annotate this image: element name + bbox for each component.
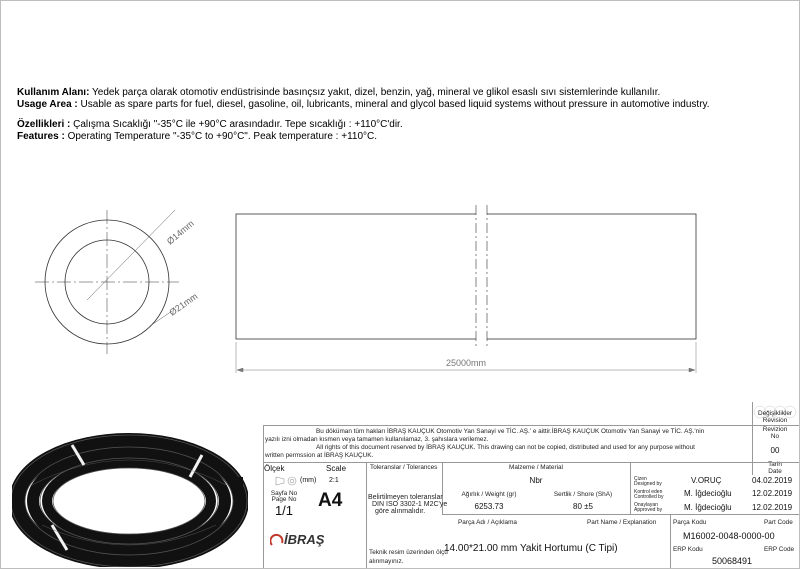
tolerance-text-3: göre alınmalıdır.	[375, 508, 426, 515]
revision-header-tr: Değişiklikler	[757, 410, 793, 417]
erp-label-tr: ERP Kodu	[673, 546, 703, 553]
inner-diameter-leader	[87, 210, 175, 300]
material-value: Nbr	[529, 476, 543, 485]
partname-top-line	[442, 514, 799, 515]
revision-no-value: 00	[770, 446, 780, 455]
usage-tr-line: Kullanım Alanı: Yedek parça olarak otomotiv endüstrisinde basınçsız yakıt, dizel, benzin, yağ, mineral ve glikol esaslı sıvı sistemlerinde kullanılır.	[17, 87, 661, 98]
length-label: 25000mm	[445, 358, 487, 368]
tolerance-label: Toleranslar / Tolerances	[370, 464, 438, 471]
part-name-label-tr: Parça Adı / Açıklama	[458, 519, 517, 526]
title-block-top-line	[263, 425, 799, 426]
erp-value: 50068491	[712, 556, 753, 566]
hose-side-view	[236, 205, 696, 347]
drawn-date: 04.02.2019	[752, 476, 793, 485]
page-label-tr: Sayfa No	[270, 490, 298, 497]
part-name-value: 14.00*21.00 mm Yakit Hortumu (C Tipi)	[444, 543, 618, 554]
erp-label-en: ERP Code	[764, 546, 795, 553]
part-code-value: M16002-0048-0000-00	[683, 531, 775, 541]
hardness-label: Sertlik / Shore (ShA)	[553, 491, 613, 498]
tolerance-left-line	[366, 462, 367, 568]
weight-label: Ağırlık / Weight (gr)	[461, 491, 517, 498]
approved-label-en: Approved by	[634, 507, 663, 513]
revision-block	[752, 402, 798, 475]
features-en-line: Features : Operating Temperature "-35°C to +90°C". Peak temperature : +110°C.	[17, 131, 378, 142]
revision-left-line	[752, 402, 753, 475]
hardness-value: 80 ±5	[573, 502, 593, 511]
signature-left-line	[630, 462, 631, 514]
hose-coil-photo	[12, 425, 248, 567]
logo-mark-icon	[270, 533, 284, 547]
drawn-name: V.ORUÇ	[691, 476, 722, 485]
drawn-label-tr: Çizen	[634, 476, 647, 482]
scale-value: 2:1	[329, 477, 339, 484]
revision-date-label-en: Date	[768, 468, 782, 475]
logo-text: İBRAŞ	[284, 532, 325, 547]
part-code-label-tr: Parça Kodu	[673, 519, 707, 526]
scale-label: Scale	[326, 464, 347, 473]
part-code-label-en: Part Code	[764, 519, 793, 526]
inner-diameter-label: Ø14mm	[164, 218, 196, 247]
approved-label-tr: Onaylayan	[634, 502, 658, 508]
revision-header-en: Revision	[762, 417, 788, 424]
revision-no-label-tr: Revizion	[762, 426, 788, 433]
revision-no-label-en: No	[770, 433, 780, 440]
hose-outline	[236, 214, 696, 339]
tolerance-text-2: DIN ISO 3302-1 M2C'ye	[372, 501, 448, 508]
checked-label-tr: Kontrol eden	[634, 489, 663, 495]
tolerance-text-1: Belirtilmeyen toleranslar	[368, 494, 443, 501]
ibras-logo	[270, 530, 350, 550]
scale-label-tr: Ölçek	[264, 464, 285, 473]
page-label-en: Page No	[271, 496, 297, 503]
part-name-label-en: Part Name / Explanation	[587, 519, 657, 526]
note-text-2: alınmayınız.	[369, 558, 404, 565]
hose-cross-section	[35, 210, 179, 354]
weight-value: 6253.73	[474, 502, 504, 511]
features-tr-line: Özellikleri : Çalışma Sıcaklığı "-35°C ile +90°C arasındadır. Tepe sıcaklığı : +110°C'dir.	[17, 119, 403, 130]
checked-label-en: Controlled by	[634, 494, 664, 500]
usage-en-line: Usage Area : Usable as spare parts for fuel, diesel, gasoline, oil, lubricants, mineral and glycol based liquid systems without pressure in automotive industry.	[17, 99, 710, 110]
checked-name: M. İğdecioğlu	[684, 489, 732, 498]
paper-size: A4	[318, 490, 343, 511]
page-value: 1/1	[274, 503, 294, 518]
approved-name: M. İğdecioğlu	[684, 503, 732, 512]
title-row-line	[263, 462, 799, 463]
outer-diameter-label: Ø21mm	[167, 291, 200, 318]
partcode-left-line	[670, 514, 671, 568]
checked-date: 12.02.2019	[752, 489, 793, 498]
copyright-tr-2: yazılı izni olmadan kısmen veya tamamen kullanılamaz, 3. şahıslara verilemez.	[265, 436, 489, 443]
copyright-tr-1: Bu döküman tüm hakları İBRAŞ KAUÇUK Otomotiv Yan Sanayi ve TİC. AŞ.' e aittir.İBRAŞ KAUÇUK Otomotiv Yan Sanayi ve TİC. AŞ.'nin	[316, 428, 705, 435]
material-label: Malzeme / Material	[509, 464, 563, 471]
unit-label: (mm)	[300, 477, 317, 484]
revision-date-label-tr: Tarih	[768, 461, 782, 468]
drawn-label-en: Designed by	[634, 481, 662, 487]
note-text-1: Teknik resim üzerinden ölçü	[369, 549, 448, 556]
copyright-en-1: All rights of this document reserved by İBRAŞ KAUÇUK. This drawing can not be copied, distributed and used for any purpose without	[316, 444, 695, 451]
copyright-en-2: written permssion at İBRAŞ KAUÇUK.	[265, 452, 374, 459]
approved-date: 12.02.2019	[752, 503, 793, 512]
projection-symbol-icon	[275, 476, 299, 486]
